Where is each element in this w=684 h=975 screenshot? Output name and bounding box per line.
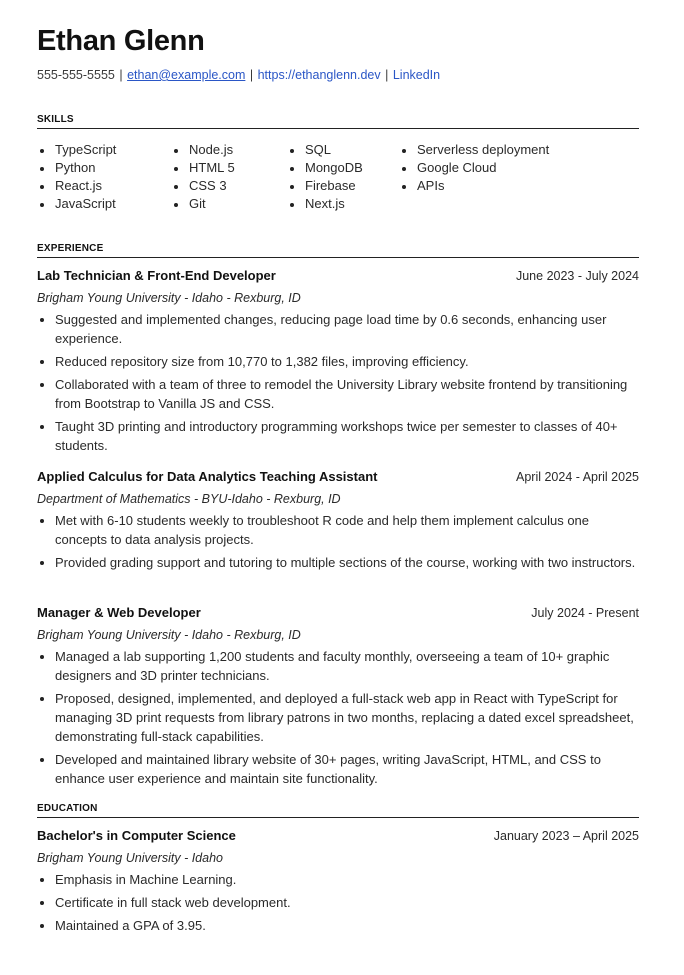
education-bullets <box>37 870 639 935</box>
contact-line <box>37 68 440 82</box>
job-entry <box>37 469 639 576</box>
skill-item: SQL <box>287 141 399 159</box>
job-bullet: Collaborated with a team of three to remodel the University Library website frontend by transitioning from Bootstrap to Vanilla JS and CSS. <box>37 375 639 413</box>
skills-list <box>37 141 639 213</box>
job-organization: Department of Mathematics - BYU-Idaho - Rexburg, ID <box>37 492 341 506</box>
skills-column <box>37 141 171 213</box>
education-entry <box>37 828 639 939</box>
skill-item: TypeScript <box>37 141 171 159</box>
job-dates: July 2024 - Present <box>531 606 639 620</box>
website-link[interactable]: https://ethanglenn.dev <box>257 68 381 82</box>
email-link[interactable]: ethan@example.com <box>127 68 246 82</box>
job-bullet: Met with 6-10 students weekly to troubleshoot R code and help them implement calculus one concepts to data analysis projects. <box>37 511 639 549</box>
job-title: Lab Technician & Front-End Developer <box>37 268 276 283</box>
job-bullet: Managed a lab supporting 1,200 students and faculty monthly, overseeing a team of 10+ graphic designers and 3D printer technicians. <box>37 647 639 685</box>
degree-title: Bachelor's in Computer Science <box>37 828 236 843</box>
skill-item: APIs <box>399 177 619 195</box>
education-bullet: Emphasis in Machine Learning. <box>37 870 639 889</box>
separator: | <box>385 68 389 82</box>
experience-heading: EXPERIENCE <box>37 243 639 258</box>
skill-item: Python <box>37 159 171 177</box>
education-bullet: Maintained a GPA of 3.95. <box>37 916 639 935</box>
skill-item: Serverless deployment <box>399 141 619 159</box>
job-title: Manager & Web Developer <box>37 605 201 620</box>
skill-item: CSS 3 <box>171 177 287 195</box>
job-dates: April 2024 - April 2025 <box>516 470 639 484</box>
skill-item: Node.js <box>171 141 287 159</box>
job-organization: Brigham Young University - Idaho - Rexburg, ID <box>37 291 301 305</box>
skill-item: Git <box>171 195 287 213</box>
job-bullet: Developed and maintained library website of 30+ pages, writing JavaScript, HTML, and CSS to enhance user experience and maintain site functionality. <box>37 750 639 788</box>
education-heading: EDUCATION <box>37 803 639 818</box>
job-entry <box>37 268 639 459</box>
skill-item: JavaScript <box>37 195 171 213</box>
skills-column <box>287 141 399 213</box>
job-bullet: Taught 3D printing and introductory programming workshops twice per semester to classes of 40+ students. <box>37 417 639 455</box>
candidate-name: Ethan Glenn <box>37 25 205 57</box>
skills-heading: SKILLS <box>37 114 639 129</box>
skill-item: Next.js <box>287 195 399 213</box>
skills-column <box>171 141 287 213</box>
education-institution: Brigham Young University - Idaho <box>37 851 223 865</box>
job-bullets <box>37 511 639 572</box>
phone-number: 555-555-5555 <box>37 68 115 82</box>
separator: | <box>119 68 123 82</box>
job-bullets <box>37 647 639 788</box>
job-bullet: Reduced repository size from 10,770 to 1,382 files, improving efficiency. <box>37 352 639 371</box>
education-dates: January 2023 – April 2025 <box>493 829 639 843</box>
job-dates: June 2023 - July 2024 <box>515 269 639 283</box>
job-bullets <box>37 310 639 455</box>
linkedin-link[interactable]: LinkedIn <box>392 68 441 82</box>
job-bullet: Proposed, designed, implemented, and deployed a full-stack web app in React with TypeScript for managing 3D print requests from library patrons in two months, replacing a dated excel spreadsheet, demonstrating full-stack capabilities. <box>37 689 639 746</box>
skill-item: HTML 5 <box>171 159 287 177</box>
job-title: Applied Calculus for Data Analytics Teaching Assistant <box>37 469 378 484</box>
job-bullet: Suggested and implemented changes, reducing page load time by 0.6 seconds, enhancing user experience. <box>37 310 639 348</box>
skills-column <box>399 141 619 213</box>
skill-item: Google Cloud <box>399 159 619 177</box>
job-organization: Brigham Young University - Idaho - Rexburg, ID <box>37 628 301 642</box>
skill-item: Firebase <box>287 177 399 195</box>
job-entry <box>37 605 639 792</box>
skill-item: MongoDB <box>287 159 399 177</box>
job-bullet: Provided grading support and tutoring to multiple sections of the course, working with two instructors. <box>37 553 639 572</box>
skill-item: React.js <box>37 177 171 195</box>
education-bullet: Certificate in full stack web development. <box>37 893 639 912</box>
separator: | <box>249 68 254 82</box>
